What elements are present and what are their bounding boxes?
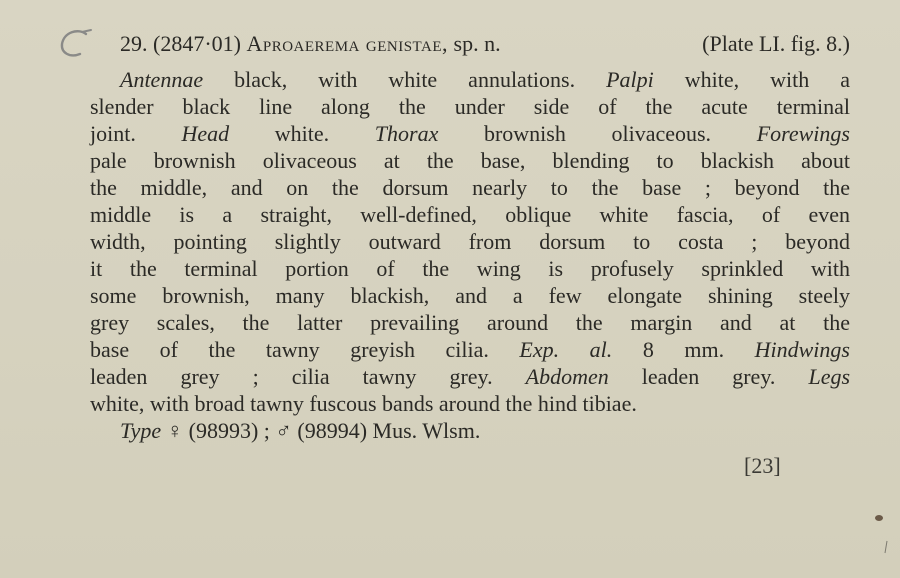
text-run: white, with broad tawny fuscous bands around the hind tibiae. — [90, 391, 637, 416]
text-line — [90, 147, 850, 174]
italic-term: Legs — [808, 364, 851, 389]
text-line — [90, 282, 850, 309]
text-line — [90, 66, 850, 93]
text-line — [90, 174, 850, 201]
italic-term: Thorax — [374, 121, 439, 146]
text-run: leaden grey ; cilia tawny grey. — [90, 364, 526, 389]
italic-term: Exp. al. — [519, 337, 613, 362]
text-line — [90, 255, 850, 282]
new-species-marker: sp. n. — [453, 31, 501, 56]
italic-term: Antennae — [120, 67, 204, 92]
text-run: ♀ (98993) ; ♂ (98994) Mus. Wlsm. — [161, 418, 481, 443]
plate-reference: (Plate LI. fig. 8.) — [702, 31, 850, 56]
page-number: [23] — [744, 453, 781, 478]
text-run: leaden grey. — [608, 364, 809, 389]
text-line — [90, 93, 850, 120]
text-run: it the terminal portion of the wing is profusely sprinkled with — [90, 256, 850, 281]
text-run: pale brownish olivaceous at the base, blending to blackish about — [90, 148, 850, 173]
text-run: some brownish, many blackish, and a few elongate shining steely — [90, 283, 850, 308]
text-line — [90, 120, 850, 147]
catalog-number: (2847·01) — [153, 31, 241, 56]
paper-speck-icon — [874, 514, 884, 522]
text-run: slender black line along the under side of the acute terminal — [90, 94, 850, 119]
italic-term: Abdomen — [525, 364, 609, 389]
description-body — [90, 66, 850, 444]
italic-term: Head — [181, 121, 230, 146]
italic-term: Type — [120, 418, 162, 443]
species-description — [90, 22, 850, 444]
text-run: width, pointing slightly outward from dorsum to costa ; beyond — [90, 229, 850, 254]
species-number: 29. — [120, 31, 148, 56]
text-run: white. — [229, 121, 375, 146]
text-run: base of the tawny greyish cilia. — [90, 337, 520, 362]
paper-mark-icon — [884, 540, 888, 554]
text-line — [90, 228, 850, 255]
text-run: grey scales, the latter prevailing around the margin and at the — [90, 310, 850, 335]
text-run: 8 mm. — [612, 337, 755, 362]
text-run: brownish olivaceous. — [438, 121, 757, 146]
italic-term: Hindwings — [754, 337, 850, 362]
text-line — [90, 390, 850, 417]
text-run: the middle, and on the dorsum nearly to the base ; beyond the — [90, 175, 850, 200]
species-heading — [90, 22, 850, 66]
text-line — [90, 336, 850, 363]
text-line — [90, 309, 850, 336]
text-run: white, with a — [653, 67, 850, 92]
text-run: joint. — [90, 121, 182, 146]
text-line — [90, 417, 850, 444]
text-run: middle is a straight, well-defined, oblique white fascia, of even — [90, 202, 850, 227]
italic-term: Palpi — [606, 67, 654, 92]
text-line — [90, 201, 850, 228]
species-name: Aproaerema genistae, — [246, 31, 449, 56]
text-line — [90, 363, 850, 390]
italic-term: Forewings — [756, 121, 850, 146]
text-run: black, with white annulations. — [203, 67, 607, 92]
